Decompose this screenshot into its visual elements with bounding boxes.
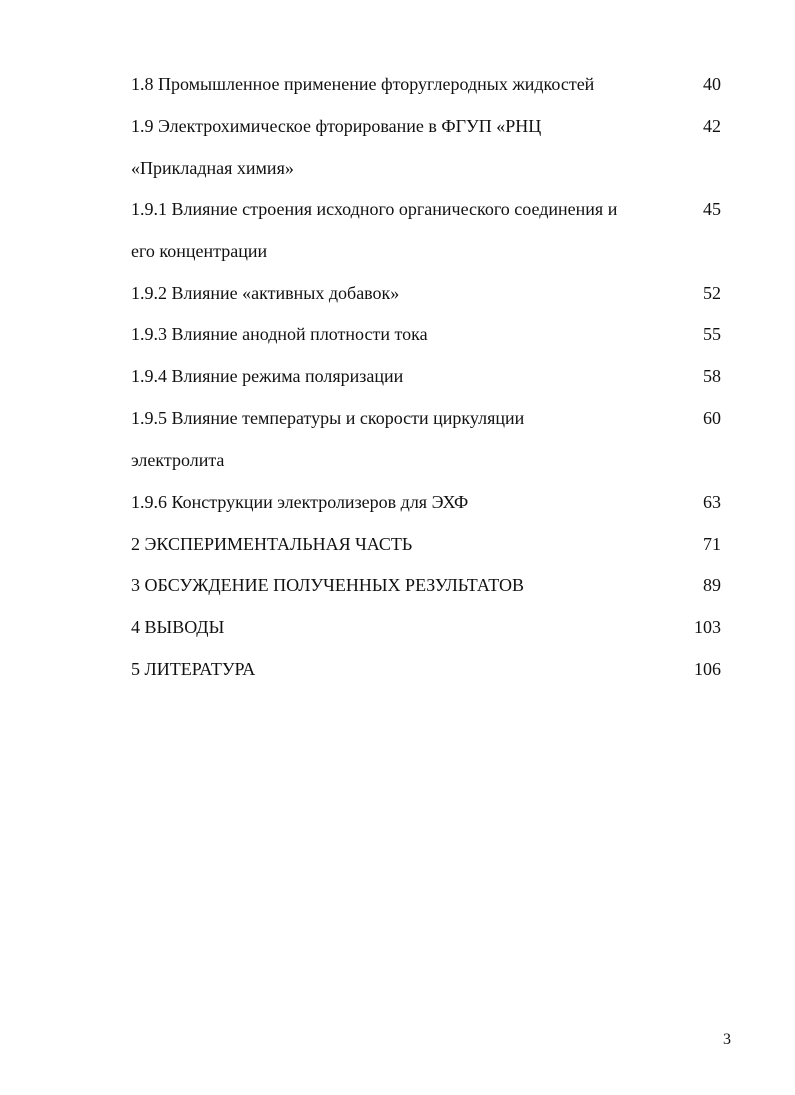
- toc-entry-1-9-3-page: 55: [703, 324, 721, 344]
- toc-entry-4-page: 103: [694, 617, 721, 637]
- toc-entry-1-9-title-line-1: 1.9 Электрохимическое фторирование в ФГУП «РНЦ: [131, 116, 542, 136]
- toc-entry-5-page: 106: [694, 659, 721, 679]
- toc-entry-1-9-2-title: 1.9.2 Влияние «активных добавок»: [131, 283, 400, 303]
- toc-entry-3-title: 3 ОБСУЖДЕНИЕ ПОЛУЧЕННЫХ РЕЗУЛЬТАТОВ: [131, 575, 525, 595]
- toc-entry-1-9-2-page: 52: [703, 283, 721, 303]
- toc-entry-1-9-3-title: 1.9.3 Влияние анодной плотности тока: [131, 324, 428, 344]
- toc-entry-1-9-1-page: 45: [703, 199, 721, 219]
- toc-entry-1-9-5-title-line-2: электролита: [131, 450, 225, 470]
- toc-entry-1-9-6-page: 63: [703, 492, 721, 512]
- toc-entry-1-9-5-page: 60: [703, 408, 721, 428]
- toc-entry-1-9-6-title: 1.9.6 Конструкции электролизеров для ЭХФ: [131, 492, 469, 512]
- toc-entry-1-9-4-title: 1.9.4 Влияние режима поляризации: [131, 366, 404, 386]
- toc-entry-1-9-1-title-line-2: его концентрации: [131, 241, 268, 261]
- toc-entry-5-title: 5 ЛИТЕРАТУРА: [131, 659, 256, 679]
- toc-entry-1-9-1-title-line-1: 1.9.1 Влияние строения исходного органического соединения и: [131, 199, 618, 219]
- toc-entry-1-9-4-page: 58: [703, 366, 721, 386]
- toc-entry-1-8-title: 1.8 Промышленное применение фторуглеродных жидкостей: [131, 74, 595, 94]
- toc-entry-1-8-page: 40: [703, 74, 721, 94]
- toc-entry-2-title: 2 ЭКСПЕРИМЕНТАЛЬНАЯ ЧАСТЬ: [131, 534, 413, 554]
- toc-entry-1-9-page: 42: [703, 116, 721, 136]
- toc-entry-3-page: 89: [703, 575, 721, 595]
- toc-entry-2-page: 71: [703, 534, 721, 554]
- toc-entry-4-title: 4 ВЫВОДЫ: [131, 617, 225, 637]
- toc-entry-1-9-5-title-line-1: 1.9.5 Влияние температуры и скорости циркуляции: [131, 408, 525, 428]
- toc-entry-1-9-title-line-2: «Прикладная химия»: [131, 158, 294, 178]
- page-number: 3: [723, 1031, 731, 1048]
